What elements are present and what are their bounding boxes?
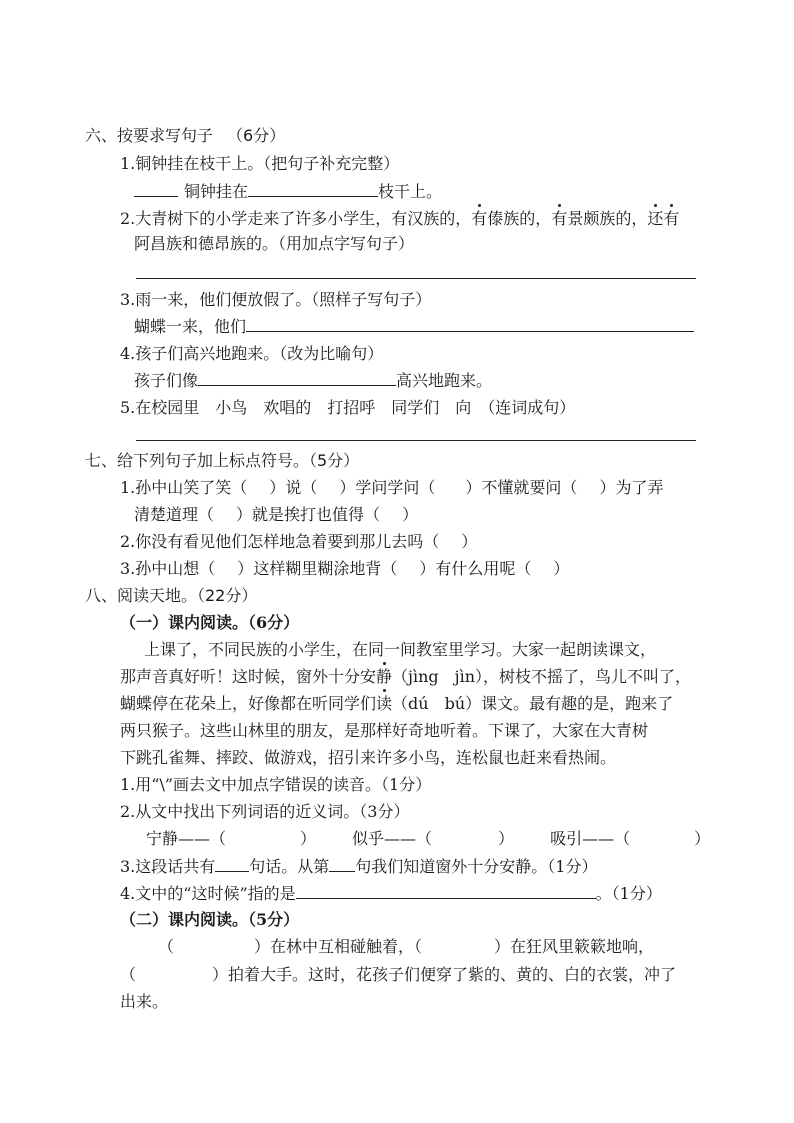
- section-6-title: [85, 126, 285, 146]
- paren-close-3: ）: [694, 829, 711, 848]
- s8-p1-q3-blank-2[interactable]: [329, 856, 355, 872]
- s6-q4-end: 高兴地跑来。: [396, 371, 493, 390]
- s8-p1-l3-a: 蝴蝶停在花朵上，好像都在听同学们: [120, 694, 377, 713]
- s8-p1-q2: 2.从文中找出下列词语的近义词。（3分）: [120, 802, 410, 821]
- s8-p1-q3-a: 3.这段话共有: [120, 857, 216, 876]
- s8-p2-l2-b: ）拍着大手。这时，花孩子们便穿了紫的、黄的、白的衣裳，冲了: [212, 965, 677, 984]
- s6-q4-answer-line: [134, 370, 492, 391]
- s6-q1-answer-line: [134, 181, 442, 202]
- s6-q3-blank[interactable]: [246, 316, 694, 332]
- s8-p1-q3: [120, 856, 597, 877]
- s6-q5-prompt: 5.在校园里 小鸟 欢唱的 打招呼 同学们 向 （连词成句）: [120, 398, 576, 417]
- s8-p1-l3-b: （dú bú）课文。最有趣的是，跑来了: [392, 694, 674, 713]
- section-6-score: （6分）: [227, 126, 286, 145]
- paren-close-1: ）: [300, 829, 317, 848]
- s7-q3-text-c: 有什么用呢: [435, 559, 516, 578]
- s6-q2-dotted-you-3: 有: [663, 209, 680, 228]
- s7-q1-line2: 清楚道理（ ）就是挨打也值得（ ）: [134, 505, 419, 524]
- s8-p1-q1: 1.用“\”画去文中加点字错误的读音。（1分）: [120, 775, 432, 794]
- s8-p1-dotted-du: 读: [376, 694, 393, 713]
- s6-q1-blank-a[interactable]: [134, 181, 178, 197]
- s8-p1-q3-c: 句我们知道窗外十分安静。（1分）: [355, 857, 598, 876]
- s8-p1-passage-line4: 两只猴子。这些山林里的朋友，是那样好奇地听着。下课了，大家在大青树: [120, 721, 649, 740]
- s8-p2-paren-open-3: （: [120, 965, 137, 984]
- s7-q1-text-b: 说: [285, 478, 302, 497]
- s8-p2-passage-line1: [158, 937, 654, 957]
- s7-q1-text-e: 为了弄: [615, 478, 664, 497]
- s8-p1-passage-line1: 上课了，不同民族的小学生，在同一间教室里学习。大家一起朗读课文，: [144, 640, 657, 659]
- s6-q4-blank[interactable]: [198, 370, 396, 386]
- s8-part1-heading: （一）课内阅读。（6分）: [120, 613, 300, 632]
- s6-q4-prompt: 4.孩子们高兴地跑来。（改为比喻句）: [120, 344, 384, 363]
- s8-p1-dotted-jing: 静: [376, 667, 393, 686]
- s8-p1-l2-a: 那声音真好听！这时候，窗外十分安: [120, 667, 377, 686]
- s8-p2-passage-line2: [120, 965, 676, 985]
- s8-p2-passage-line3: 出来。: [120, 992, 169, 1011]
- s6-q1-prompt: 1.铜钟挂在枝干上。（把句子补充完整）: [120, 154, 400, 173]
- section-8-title: 八、阅读天地。（22分）: [85, 586, 258, 605]
- section-7-title: 七、给下列句子加上标点符号。（5分）: [85, 451, 360, 470]
- s7-q1-text-d: 不懂就要问: [481, 478, 562, 497]
- s8-p1-q4-blank[interactable]: [296, 883, 596, 899]
- s8-p1-l2-b: （jìng jìn），树枝不摇了，鸟儿不叫了，: [392, 667, 692, 686]
- s6-q3-answer-line: [134, 316, 694, 337]
- s6-q2-answer-line[interactable]: [136, 278, 696, 279]
- s7-q1-text-c: 学问学问: [355, 478, 420, 497]
- s6-q5-answer-line[interactable]: [136, 440, 696, 441]
- s7-q2-line: 2.你没有看见他们怎样地急着要到那儿去吗（ ）: [120, 532, 478, 551]
- s6-q1-mid: 铜钟挂在: [184, 182, 249, 201]
- s8-p1-q4-a: 4.文中的“这时候”指的是: [120, 884, 296, 903]
- s6-q2-dotted-hai: 还: [647, 209, 664, 228]
- s8-p1-q3-blank-1[interactable]: [215, 856, 249, 872]
- s6-q1-end: 枝干上。: [378, 182, 443, 201]
- synonym-ningjing: 宁静——（: [146, 829, 227, 848]
- s8-part2-heading: （二）课内阅读。（5分）: [120, 910, 300, 929]
- s8-p1-passage-line2: [120, 667, 691, 687]
- paren-close-2: ）: [498, 829, 515, 848]
- s8-p1-q4-b: 。（1分）: [595, 884, 662, 903]
- s7-q1-text-g: 就是挨打也值得: [252, 505, 365, 524]
- s6-q3-prompt: 3.雨一来，他们便放假了。（照样子写句子）: [120, 290, 432, 309]
- s8-p2-l1-c: ）在狂风里簌簌地响，: [494, 937, 655, 956]
- s6-q4-lead: 孩子们像: [134, 371, 199, 390]
- s8-p1-passage-line3: [120, 694, 673, 714]
- s7-q1-text-a: 1.孙中山笑了笑: [120, 478, 232, 497]
- s7-q3-text-b: 这样糊里糊涂地背: [253, 559, 382, 578]
- s7-q2-text: 2.你没有看见他们怎样地急着要到那儿去吗: [120, 532, 424, 551]
- s6-q1-blank-b[interactable]: [248, 181, 378, 197]
- s6-q2-text-c: 景颇族的，: [567, 209, 648, 228]
- s7-q3-line: 3.孙中山想（ ）这样糊里糊涂地背（ ）有什么用呢（ ）: [120, 559, 570, 578]
- s7-q3-text-a: 3.孙中山想: [120, 559, 200, 578]
- s6-q2-line1: [120, 209, 679, 229]
- s8-p2-l1-b: ）在林中互相碰触着，（: [254, 937, 423, 956]
- section-6-title-text: 六、按要求写句子: [85, 126, 214, 145]
- s6-q2-text-b: 傣族的，: [487, 209, 552, 228]
- s6-q2-dotted-you-2: 有: [551, 209, 568, 228]
- synonym-xiyin: 吸引——（: [550, 829, 631, 848]
- s6-q2-line2: 阿昌族和德昂族的。（用加点字写句子）: [134, 234, 415, 253]
- s8-p2-paren-open-1: （: [158, 937, 175, 956]
- s6-q3-lead: 蝴蝶一来，他们: [134, 317, 247, 336]
- s6-q2-dotted-you-1: 有: [471, 209, 488, 228]
- s8-p1-passage-line5: 下跳孔雀舞、摔跤、做游戏，招引来许多小鸟，连松鼠也赶来看热闹。: [120, 748, 617, 767]
- synonym-sihu: 似乎——（: [352, 829, 433, 848]
- s8-p1-q2-synonyms: [146, 829, 710, 849]
- s7-q1-text-f: 清楚道理: [134, 505, 199, 524]
- s7-q1-line1: 1.孙中山笑了笑（ ）说（ ）学问学问（ ）不懂就要问（ ）为了弄: [120, 478, 664, 497]
- s6-q2-text-a: 2.大青树下的小学走来了许多小学生，有汉族的，: [120, 209, 472, 228]
- s8-p1-q3-b: 句话。从第: [249, 857, 330, 876]
- s8-p1-q4: [120, 883, 662, 904]
